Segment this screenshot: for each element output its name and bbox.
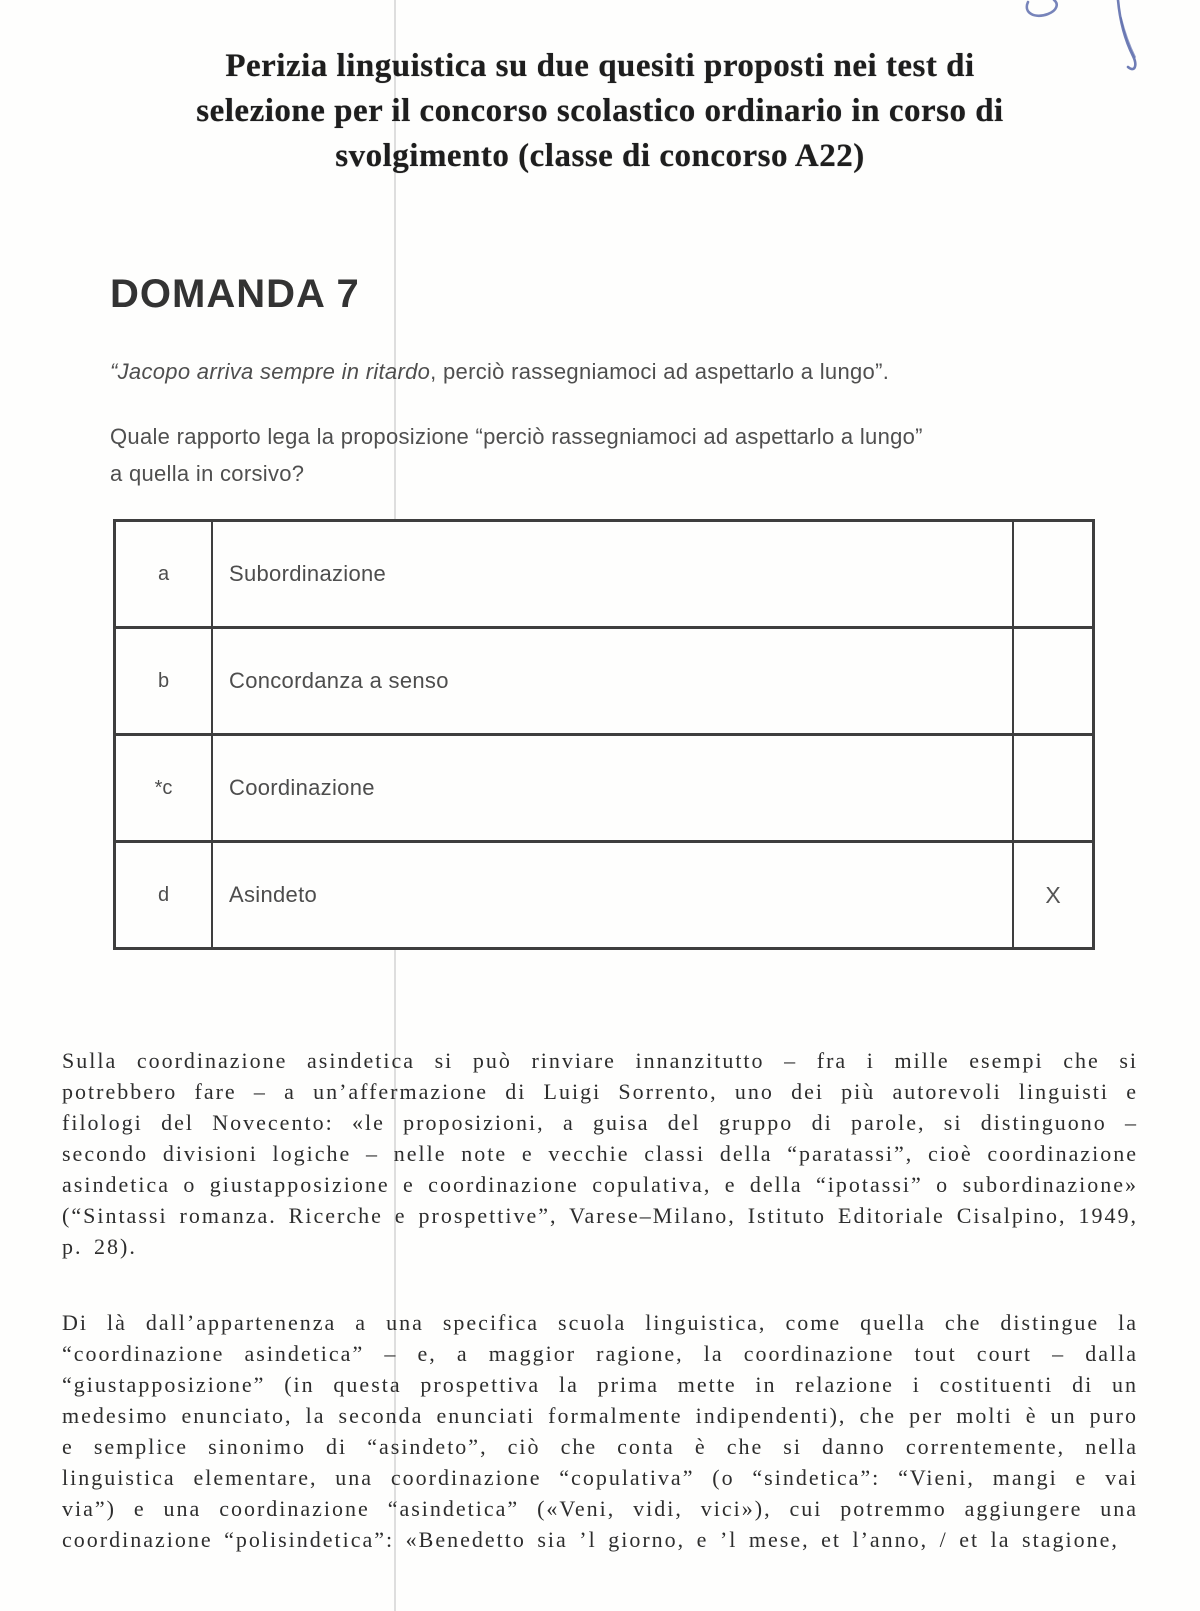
expert-opinion-body bbox=[62, 1045, 1138, 1600]
option-letter-a: a bbox=[116, 522, 213, 626]
question-example-sentence bbox=[110, 356, 1100, 388]
option-text-c: Coordinazione bbox=[229, 775, 375, 800]
document-title-line-1: Perizia linguistica su due quesiti proposti nei test di bbox=[225, 48, 975, 84]
answer-row-a bbox=[116, 522, 1092, 626]
option-mark-b bbox=[1012, 629, 1092, 733]
option-letter-d: d bbox=[116, 843, 213, 947]
option-text-a: Subordinazione bbox=[229, 561, 387, 586]
body-paragraph-1: Sulla coordinazione asindetica si può rinviare innanzitutto – fra i mille esempi che si potrebbero fare – a un’affermazione di Luigi Sorrento, uno dei più autorevoli linguisti e filologi del Novecento: «le proposizioni, a guisa del gruppo di parole, si distinguono – secondo divisioni logiche – nelle note e vecchie classi della “paratassi”, cioè coordinazione asindetica o giustapposizione e coordinazione copulativa, e della “ipotassi” o subordinazione» (“Sintassi romanza. Ricerche e prospettive”, Varese–Milano, Istituto Editoriale Cisalpino, 1949, p. 28). bbox=[62, 1048, 1138, 1259]
option-text-d: Asindeto bbox=[229, 882, 318, 907]
option-mark-d: X bbox=[1012, 843, 1092, 947]
question-example-rest: , perciò rassegniamoci ad aspettarlo a lungo”. bbox=[430, 359, 890, 384]
option-letter-c: *c bbox=[116, 736, 213, 840]
option-mark-a bbox=[1012, 522, 1092, 626]
answer-row-c bbox=[116, 733, 1092, 840]
option-letter-b: b bbox=[116, 629, 213, 733]
body-paragraph-2: Di là dall’appartenenza a una specifica scuola linguistica, come quella che distingue la “coordinazione asindetica” – e, a maggior ragione, la coordinazione tout court – dalla “giustapposizione” (in questa prospettiva la prima mette in relazione i costituenti di un medesimo enunciato, la seconda enunciati formalmente indipendenti), che per molti è un puro e semplice sinonimo di “asindeto”, ciò che conta è che si danno correntemente, nella linguistica elementare, una coordinazione “copulativa” (o “sindetica”: “Vieni, mangi e vai via”) e una coordinazione “asindetica” («Veni, vidi, vici»), cui potremmo aggiungere una coordinazione “polisindetica”: «Benedetto sia ’l giorno, e ’l mese, et l’anno, / et la stagione, bbox=[62, 1310, 1138, 1552]
question-prompt-line-2: a quella in corsivo? bbox=[110, 461, 305, 486]
option-text-b: Concordanza a senso bbox=[229, 668, 449, 693]
question-prompt bbox=[110, 418, 1110, 492]
answer-row-b bbox=[116, 626, 1092, 733]
answer-row-d bbox=[116, 840, 1092, 947]
question-prompt-line-1: Quale rapporto lega la proposizione “perciò rassegniamoci ad aspettarlo a lungo” bbox=[110, 424, 923, 449]
answer-options-table bbox=[113, 519, 1095, 950]
document-title-line-3: svolgimento (classe di concorso A22) bbox=[335, 138, 865, 174]
document-title bbox=[90, 44, 1110, 179]
document-title-line-2: selezione per il concorso scolastico ordinario in corso di bbox=[196, 93, 1004, 129]
question-example-italic: “Jacopo arriva sempre in ritardo bbox=[110, 359, 431, 384]
question-heading: DOMANDA 7 bbox=[110, 272, 360, 316]
option-mark-c bbox=[1012, 736, 1092, 840]
